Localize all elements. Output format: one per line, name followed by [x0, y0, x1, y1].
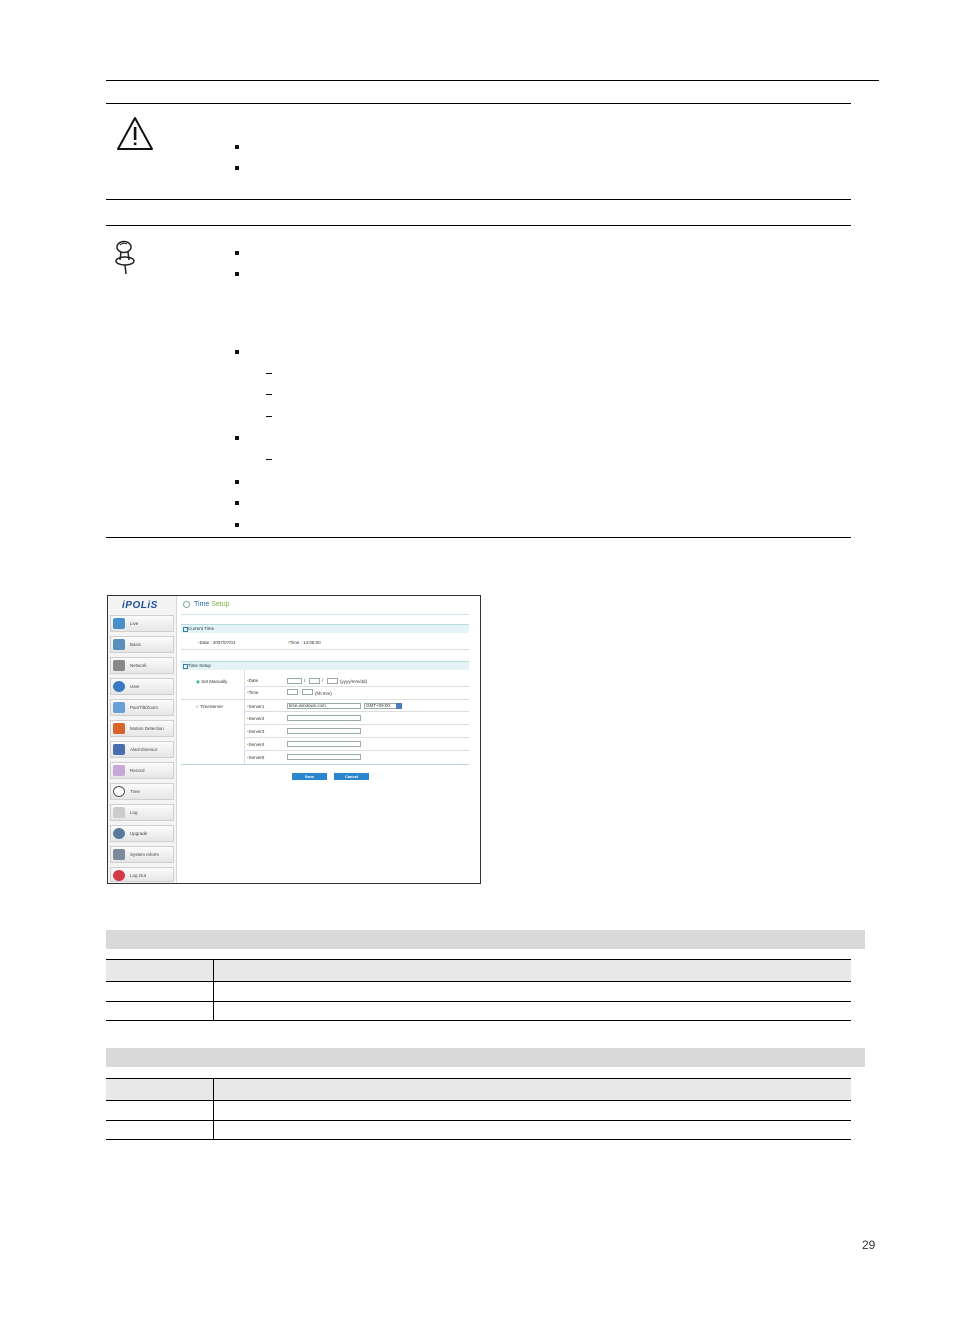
row-rule — [244, 686, 469, 687]
ipolis-logo: iPOLiS — [122, 600, 158, 611]
row-rule — [181, 649, 469, 650]
table1-header — [106, 959, 851, 982]
current-time-header: Current Time — [181, 624, 469, 633]
upgrade-icon — [113, 828, 125, 839]
note-bullet — [235, 523, 239, 527]
note-bullet — [235, 350, 239, 354]
table2-row-rule — [106, 1120, 851, 1121]
server4-input[interactable] — [287, 741, 361, 747]
nav-item-system-inform[interactable]: System Inform — [110, 846, 174, 863]
date-format-hint: (yyyy/mm/dd) — [340, 679, 367, 684]
server4-label: •Server4 — [247, 742, 265, 747]
current-date: •Date : 2007/07/01 — [198, 640, 236, 645]
clock-icon — [113, 786, 125, 797]
table1-bottom-rule — [106, 1020, 851, 1021]
monitor-icon — [113, 618, 125, 629]
nav-item-log[interactable]: Log — [110, 804, 174, 821]
table1-column-separator — [213, 960, 214, 1020]
note-dash — [266, 394, 272, 395]
page-title: Time Setup — [194, 601, 230, 608]
page-number: 29 — [862, 1238, 876, 1252]
nav-item-ptz[interactable]: Pan/Tilt/Zoom — [110, 699, 174, 716]
minute-input[interactable] — [302, 689, 313, 695]
logout-icon — [113, 870, 125, 881]
time-label: •Time — [247, 690, 259, 695]
nav-item-record[interactable]: Record — [110, 762, 174, 779]
note-bottom-rule — [106, 537, 851, 538]
page-title-icon — [183, 601, 190, 608]
warning-icon — [116, 116, 154, 151]
table2-bottom-rule — [106, 1139, 851, 1140]
row-rule — [181, 699, 469, 700]
row-rule — [244, 711, 469, 712]
table2-column-separator — [213, 1079, 214, 1139]
title-rule — [181, 614, 469, 615]
server1-input[interactable]: time.windows.com — [287, 703, 361, 709]
nav-item-user[interactable]: User — [110, 678, 174, 695]
note-bullet — [235, 436, 239, 440]
time-setup-header: Time Setup — [181, 661, 469, 670]
row-rule — [244, 724, 469, 725]
current-time: •Time : 14:08:00 — [288, 640, 321, 645]
note-top-rule — [106, 225, 851, 226]
nav-item-alarm-sensor[interactable]: Alarm/Sensor — [110, 741, 174, 758]
month-input[interactable] — [309, 678, 320, 684]
table1-row-rule — [106, 1001, 851, 1002]
table1-title-bar — [106, 930, 865, 949]
server5-input[interactable] — [287, 754, 361, 760]
time-format-hint: (hh:mm) — [315, 691, 332, 696]
server2-label: •Server2 — [247, 716, 265, 721]
hour-input[interactable] — [287, 689, 301, 695]
caution-top-rule — [106, 103, 851, 104]
note-bullet — [235, 501, 239, 505]
header-rule — [106, 80, 879, 81]
motion-icon — [113, 723, 125, 734]
server3-input[interactable] — [287, 728, 361, 734]
user-icon — [113, 681, 125, 692]
set-manually-radio[interactable]: ◉ Set Manually — [196, 679, 228, 684]
caution-bottom-rule — [106, 199, 851, 200]
nav-item-motion-detection[interactable]: Motion Detection — [110, 720, 174, 737]
nav-item-network[interactable]: Network — [110, 657, 174, 674]
main-panel — [178, 596, 478, 883]
note-bullet — [235, 251, 239, 255]
timeserver-radio[interactable]: ○ TimeServer — [196, 704, 223, 709]
note-dash — [266, 459, 272, 460]
nav-item-live[interactable]: Live — [110, 615, 174, 632]
ptz-icon — [113, 702, 125, 713]
year-input[interactable] — [287, 678, 302, 684]
server3-label: •Server3 — [247, 729, 265, 734]
note-dash — [266, 373, 272, 374]
day-input[interactable] — [327, 678, 338, 684]
section-bottom-rule — [181, 764, 469, 765]
network-icon — [113, 660, 125, 671]
date-label: •Date — [247, 678, 259, 683]
pushpin-icon — [113, 240, 139, 276]
note-bullet — [235, 272, 239, 276]
save-button[interactable]: Save — [292, 773, 327, 780]
log-icon — [113, 807, 125, 818]
row-rule — [244, 737, 469, 738]
sidebar — [108, 596, 177, 883]
date-separator: / — [304, 678, 306, 683]
note-dash — [266, 416, 272, 417]
server5-label: •Server5 — [247, 755, 265, 760]
system-icon — [113, 849, 125, 860]
caution-bullet — [235, 145, 239, 149]
table2-header — [106, 1078, 851, 1101]
gmt-select[interactable]: GMT+09:00 — [364, 703, 402, 709]
time-setup-screenshot — [107, 595, 481, 884]
chevron-down-icon[interactable] — [396, 703, 402, 709]
note-bullet — [235, 480, 239, 484]
nav-item-time[interactable]: Time — [110, 783, 174, 800]
nav-item-basic[interactable]: Basic — [110, 636, 174, 653]
row-rule — [244, 750, 469, 751]
record-icon — [113, 765, 125, 776]
caution-bullet — [235, 166, 239, 170]
server1-label: •Server1 — [247, 704, 265, 709]
table2-title-bar — [106, 1048, 865, 1067]
time-separator: : — [299, 689, 301, 694]
cancel-button[interactable]: Cancel — [334, 773, 369, 780]
alarm-icon — [113, 744, 125, 755]
monitor-icon — [113, 639, 125, 650]
date-separator: / — [322, 678, 324, 683]
server2-input[interactable] — [287, 715, 361, 721]
nav-item-log-out[interactable]: Log Out — [110, 867, 174, 882]
nav-item-upgrade[interactable]: Upgrade — [110, 825, 174, 842]
